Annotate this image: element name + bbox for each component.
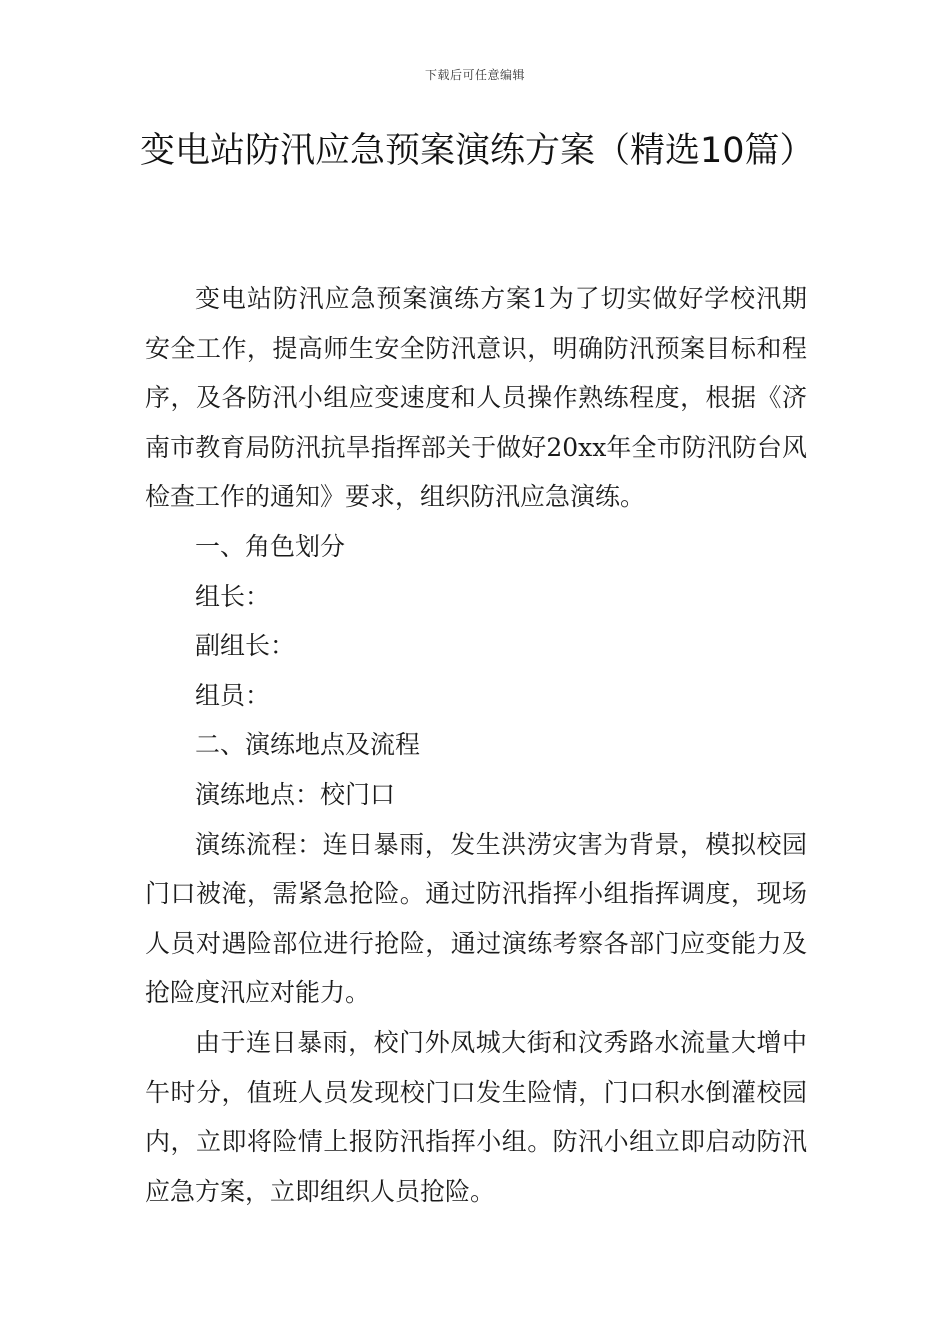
document-title: 变电站防汛应急预案演练方案（精选10篇） <box>140 131 815 171</box>
paragraph-deputy-leader: 副组长： <box>195 631 296 661</box>
paragraph-members: 组员： <box>195 680 271 710</box>
document-body <box>145 274 807 1216</box>
paragraph-location: 演练地点：校门口 <box>195 779 396 809</box>
paragraph-process: 演练流程：连日暴雨，发生洪涝灾害为背景，模拟校园门口被淹，需紧急抢险。通过防汛指挥小组指挥调度，现场人员对遇险部位进行抢险，通过演练考察各部门应变能力及抢险度汛应对能力。 <box>145 829 807 1008</box>
paragraph-scenario: 由于连日暴雨，校门外凤城大街和汶秀路水流量大增中午时分，值班人员发现校门口发生险情，门口积水倒灌校园内，立即将险情上报防汛指挥小组。防汛小组立即启动防汛应急方案，立即组织人员抢险。 <box>145 1027 807 1206</box>
header-note: 下载后可任意编辑 <box>424 68 525 82</box>
section-heading-roles: 一、角色划分 <box>195 531 346 561</box>
section-heading-location-process: 二、演练地点及流程 <box>195 730 421 760</box>
paragraph-leader: 组长： <box>195 581 271 611</box>
paragraph-intro: 变电站防汛应急预案演练方案1为了切实做好学校汛期安全工作，提高师生安全防汛意识，明确防汛预案目标和程序，及各防汛小组应变速度和人员操作熟练程度，根据《济南市教育局防汛抗旱指挥部关于做好20xx年全市防汛防台风检查工作的通知》要求，组织防汛应急演练。 <box>145 284 807 512</box>
